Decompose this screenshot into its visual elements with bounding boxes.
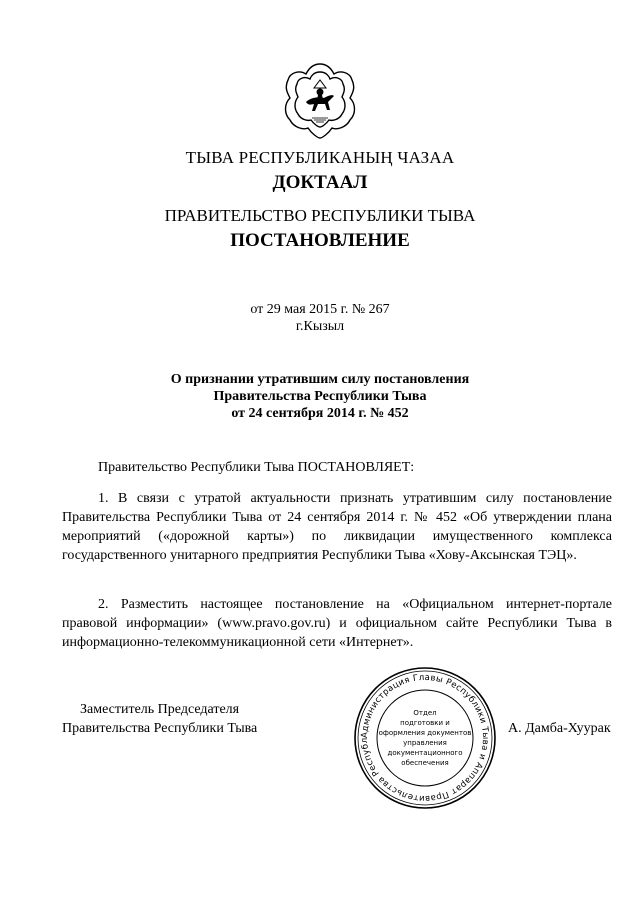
subject-line-1: О признании утратившим силу постановления bbox=[170, 372, 470, 387]
official-round-stamp-icon bbox=[352, 665, 498, 811]
header-tyva-name: ТЫВА РЕСПУБЛИКАНЫҢ ЧАЗАА bbox=[185, 148, 455, 167]
stamp-center-line: Отдел bbox=[413, 709, 437, 717]
header-russian-name: ПРАВИТЕЛЬСТВО РЕСПУБЛИКИ ТЫВА bbox=[164, 206, 476, 225]
document-city: г.Кызыл bbox=[295, 319, 345, 334]
subject-line-3: от 24 сентября 2014 г. № 452 bbox=[231, 406, 409, 421]
header-tyva-doc-type: ДОКТААЛ bbox=[272, 172, 368, 193]
resolution-item-2: 2. Разместить настоящее постановление на «Официальном интернет-портале правовой информации» (www.pravo.gov.ru) и официальном сайте Республики Тыва в информационно-телекоммуникационной сети «Интернет». bbox=[62, 597, 612, 650]
stamp-center-line: оформления документов bbox=[378, 729, 472, 737]
preamble: Правительство Республики Тыва ПОСТАНОВЛЯЕТ: bbox=[98, 460, 415, 475]
tuva-coat-of-arms-icon bbox=[278, 58, 362, 142]
resolution-item-1: 1. В связи с утратой актуальности признать утратившим силу постановление Правительства Республики Тыва от 24 сентября 2014 г. № 452 «Об утверждении плана мероприятий («дорожной карты») по ликвидации имущественного комплекса государственного унитарного предприятия Республики Тыва «Хову-Аксынская ТЭЦ». bbox=[62, 491, 612, 563]
document-date-number: от 29 мая 2015 г. № 267 bbox=[250, 302, 390, 317]
signatory-position-line-1: Заместитель Председателя bbox=[80, 702, 240, 717]
signatory-position-line-2: Правительства Республики Тыва bbox=[62, 721, 258, 736]
stamp-ring-text: Администрация Главы Республики Тыва и Аппарат Правительства Республ bbox=[359, 672, 491, 804]
subject-line-2: Правительства Республики Тыва bbox=[213, 389, 427, 404]
header-russian-doc-type: ПОСТАНОВЛЕНИЕ bbox=[230, 230, 410, 251]
stamp-center-line: подготовки и bbox=[400, 719, 450, 727]
stamp-center-line: управления bbox=[403, 739, 447, 747]
signatory-name: А. Дамба-Хуурак bbox=[508, 721, 611, 736]
stamp-center-line: обеспечения bbox=[401, 759, 449, 767]
stamp-center-line: документационного bbox=[387, 749, 463, 757]
